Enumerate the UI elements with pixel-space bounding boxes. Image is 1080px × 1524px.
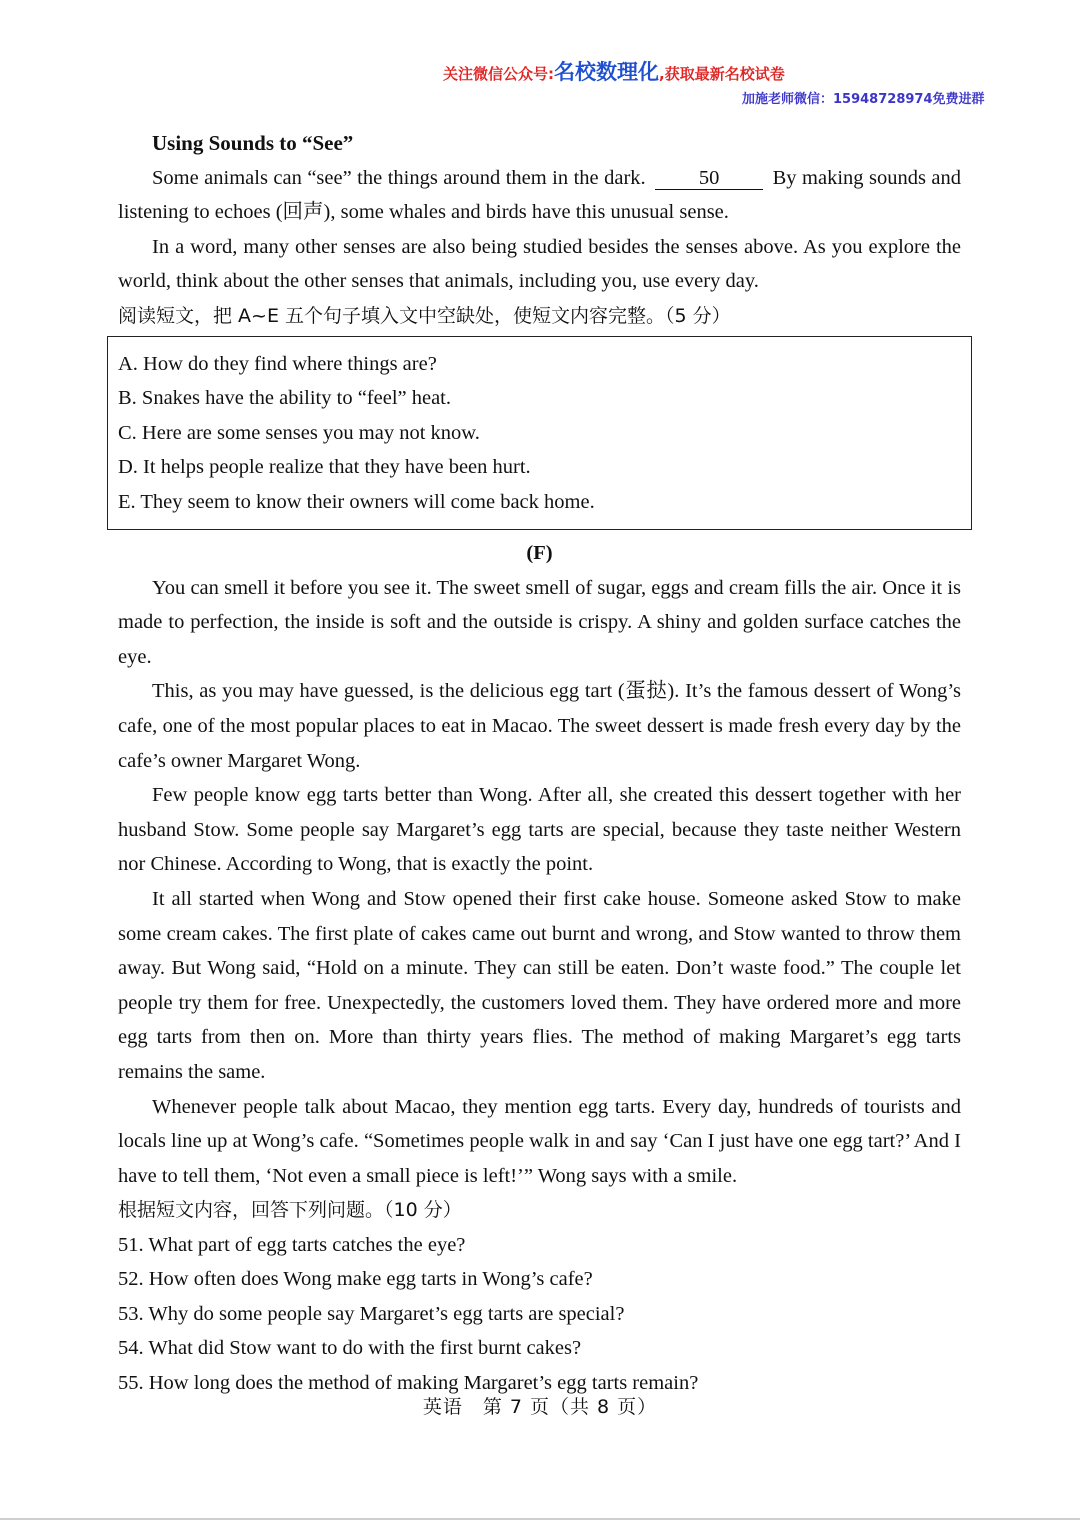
option-b: B. Snakes have the ability to “feel” heat.	[118, 387, 452, 410]
question-54: 54. What did Stow want to do with the first burnt cakes?	[118, 1337, 582, 1360]
question-55: 55. How long does the method of making Margaret’s egg tarts remain?	[118, 1371, 699, 1394]
wechat-follow-banner	[443, 56, 785, 86]
passage-f-instruction: 根据短文内容，回答下列问题。（10 分）	[118, 1199, 462, 1222]
passage-f-heading: (F)	[526, 542, 553, 565]
paragraph-1-text-after: By making sounds and listening to echoes (回声), some whales and birds have this unusual sense.	[118, 166, 962, 224]
passage-e-title: Using Sounds to “See”	[152, 131, 354, 155]
option-c: C. Here are some senses you may not know.	[118, 421, 480, 444]
page-footer: 英语 第 7 页（共 8 页）	[422, 1396, 658, 1418]
option-a: A. How do they find where things are?	[118, 352, 437, 375]
follow-prefix: 关注微信公众号:	[443, 65, 554, 83]
passage-f-paragraph: This, as you may have guessed, is the delicious egg tart (蛋挞). It’s the famous dessert of Wong’s cafe, one of the most popular places to eat in Macao. The sweet dessert is made fresh every day by the cafe’s owner Margaret Wong.	[118, 680, 961, 772]
passage-f-paragraph: Whenever people talk about Macao, they mention egg tarts. Every day, hundreds of tourists and locals line up at Wong’s cafe. “Sometimes people walk in and say ‘Can I just have one egg tart?’ And I have to tell them, ‘Not even a small piece is left!’” Wong says with a smile.	[118, 1095, 961, 1187]
question-52: 52. How often does Wong make egg tarts in Wong’s cafe?	[118, 1268, 593, 1291]
passage-f-paragraph: Few people know egg tarts better than Wong. After all, she created this dessert together with her husband Stow. Some people say Margaret’s egg tarts are special, because they taste neither Western nor Chinese. According to Wong, that is exactly the point.	[118, 784, 961, 876]
passage-f-paragraph: It all started when Wong and Stow opened their first cake house. Someone asked Stow to make some cream cakes. The first plate of cakes came out burnt and wrong, and Stow wanted to throw them away. But Wong said, “Hold on a minute. They can still be eaten. Don’t waste food.” The couple let people try them for free. Unexpectedly, the customers loved them. They have ordered more and more egg tarts from then on. More than thirty years flies. The method of making Margaret’s egg tarts remains the same.	[118, 888, 961, 1083]
paragraph-1-text-before: Some animals can “see” the things around them in the dark.	[152, 166, 646, 189]
question-53: 53. Why do some people say Margaret’s egg tarts are special?	[118, 1302, 625, 1325]
question-51: 51. What part of egg tarts catches the eye?	[118, 1233, 466, 1256]
passage-f-paragraph: You can smell it before you see it. The sweet smell of sugar, eggs and cream fills the air. Once it is made to perfection, the inside is soft and the outside is crispy. A shiny and golden surface catches the eye.	[118, 576, 961, 668]
brand-name: 名校数理化	[554, 60, 659, 84]
blank-50[interactable]: 50	[655, 167, 763, 190]
option-e: E. They seem to know their owners will come back home.	[118, 490, 595, 513]
passage-e-instruction: 阅读短文，把 A~E 五个句子填入文中空缺处，使短文内容完整。（5 分）	[118, 304, 731, 327]
exam-page-content	[118, 126, 961, 1400]
options-box	[107, 336, 972, 531]
page-bottom-divider	[0, 1518, 1080, 1520]
follow-suffix: ,获取最新名校试卷	[659, 65, 785, 83]
teacher-contact: 加施老师微信：15948728974免费进群	[742, 92, 985, 107]
option-d: D. It helps people realize that they have been hurt.	[118, 456, 531, 479]
passage-e-paragraph-2: In a word, many other senses are also being studied besides the senses above. As you explore the world, think about the other senses that animals, including you, use every day.	[118, 235, 961, 293]
passage-e-paragraph-1	[118, 161, 961, 230]
